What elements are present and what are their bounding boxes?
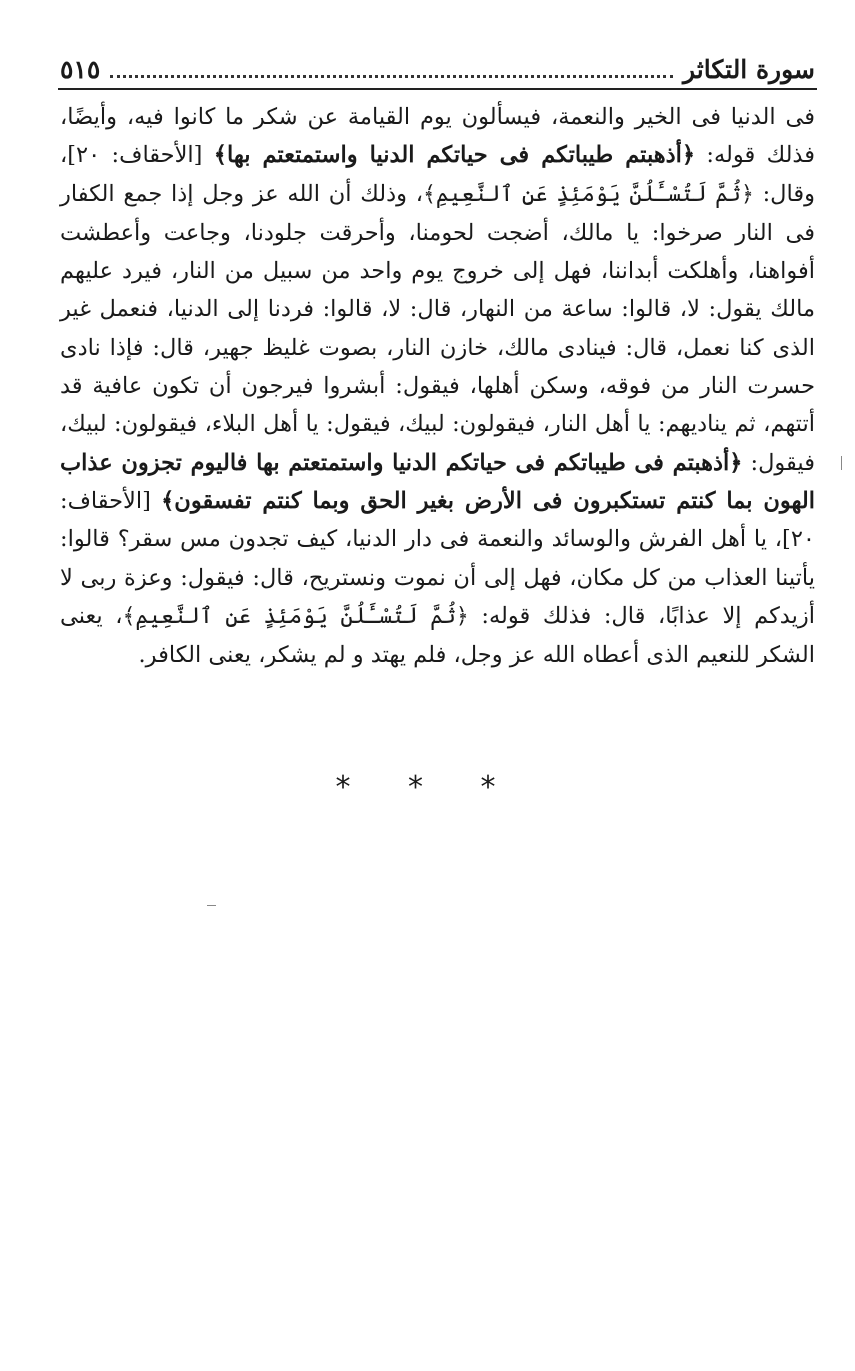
paragraph-text: ، يعنى الشكر للنعيم الذى أعطاه الله عز وجل، فلم يهتد و لم يشكر، يعنى الكافر. (60, 602, 815, 669)
quran-verse: ﴿ثُمَّ لَتُسْـَٔلُنَّ يَوْمَئِذٍ عَنِ ٱلنَّعِيمِ﴾ (423, 181, 754, 207)
body-text (60, 98, 815, 674)
leader-dots (110, 75, 673, 78)
quran-verse: ﴿ثُمَّ لَتُسْـَٔلُنَّ يَوْمَئِذٍ عَنِ ٱلنَّعِيمِ﴾ (122, 603, 469, 629)
paragraph-text: [الأحقاف: ٢٠]، وقال: (60, 142, 815, 207)
scan-speck (207, 905, 216, 906)
paragraph-text: ، وذلك أن الله عز وجل إذا جمع الكفار فى النار صرخوا: يا مالك، أضجت لحومنا، وأحرقت جلودنا، وجاعت وأعطشت أفواهنا، وأهلكت أبداننا، فهل إلى خروج يوم واحد من سبيل من النار، فيرد عليهم مالك يقول: لا، قالوا: ساعة من النهار، قال: لا، قالوا: فردنا إلى الدنيا، فنعمل غير الذى كنا نعمل، قال: فينادى مالك، خازن النار، بصوت غليظ جهير، قال: فإذا نادى حسرت النار من فوقه، وسكن أهلها، فيقول: أبشروا فيرجون أن تكون عافية قد أتتهم، ثم يناديهم: يا أهل النار، فيقولون: لبيك، فيقول: يا أهل البلاء، فيقولون: لبيك، فيقول: (60, 180, 815, 476)
sura-title: سورة التكاثر (682, 55, 815, 84)
verse-quote: ﴿أذهبتم طيباتكم فى حياتكم الدنيا واستمتعتم بها﴾ (213, 142, 696, 169)
paragraph-text: فى الدنيا فى الخير والنعمة، فيسألون يوم القيامة عن شكر ما كانوا فيه، وأيضًا، فذلك قوله: (60, 104, 815, 169)
page-number: ٥١٥ (60, 55, 101, 84)
page-header (60, 40, 815, 84)
paragraph-text: [الأحقاف: ٢٠]، يا أهل الفرش والوسائد والنعمة فى دار الدنيا، كيف تجدون مس سقر؟ قالوا: يأتينا العذاب من كل مكان، فهل إلى أن نموت ونستريح، قال: فيقول: وعزة ربى لا أزيدكم إلا عذابًا، قال: فذلك قوله: (60, 487, 815, 629)
header-rule (58, 88, 817, 90)
section-separator: * * * (335, 770, 520, 805)
scan-speck (841, 456, 842, 470)
verse-quote: ﴿أذهبتم فى طيباتكم فى حياتكم الدنيا واستمتعتم بها فاليوم تجزون عذاب الهون بما كنتم تستكبرون فى الأرض بغير الحق وبما كنتم تفسقون﴾ (60, 449, 815, 514)
